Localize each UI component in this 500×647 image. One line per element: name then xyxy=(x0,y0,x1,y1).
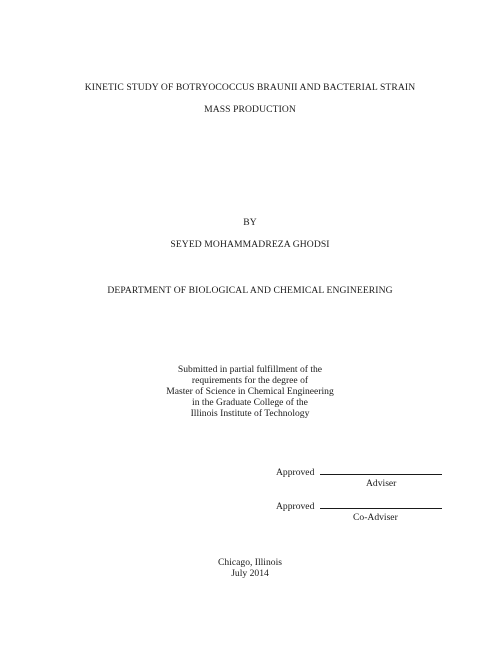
adviser-approval-line xyxy=(276,465,442,478)
signature-rule xyxy=(320,499,442,509)
author-name: SEYED MOHAMMADREZA GHODSI xyxy=(170,239,330,250)
adviser-role: Adviser xyxy=(366,478,397,489)
by-label: BY xyxy=(243,217,257,228)
submission-line: in the Graduate College of the xyxy=(192,397,308,408)
thesis-title-line-1: KINETIC STUDY OF BOTRYOCOCCUS BRAUNII AND BACTERIAL STRAIN xyxy=(84,82,416,93)
approved-label: Approved xyxy=(276,467,315,478)
submission-line: requirements for the degree of xyxy=(191,375,309,386)
co-adviser-approval-line xyxy=(276,499,442,512)
submission-line: Submitted in partial fulfillment of the xyxy=(177,364,323,375)
approved-label: Approved xyxy=(276,501,315,512)
submission-line: Master of Science in Chemical Engineering xyxy=(166,386,334,397)
co-adviser-role: Co-Adviser xyxy=(353,512,398,523)
department-name: DEPARTMENT OF BIOLOGICAL AND CHEMICAL ENGINEERING xyxy=(107,285,393,296)
signature-rule xyxy=(320,465,442,475)
submission-statement xyxy=(0,364,500,419)
location: Chicago, Illinois xyxy=(218,557,282,568)
submission-date: July 2014 xyxy=(231,568,269,579)
thesis-title-line-2: MASS PRODUCTION xyxy=(204,104,296,115)
submission-line: Illinois Institute of Technology xyxy=(190,408,310,419)
